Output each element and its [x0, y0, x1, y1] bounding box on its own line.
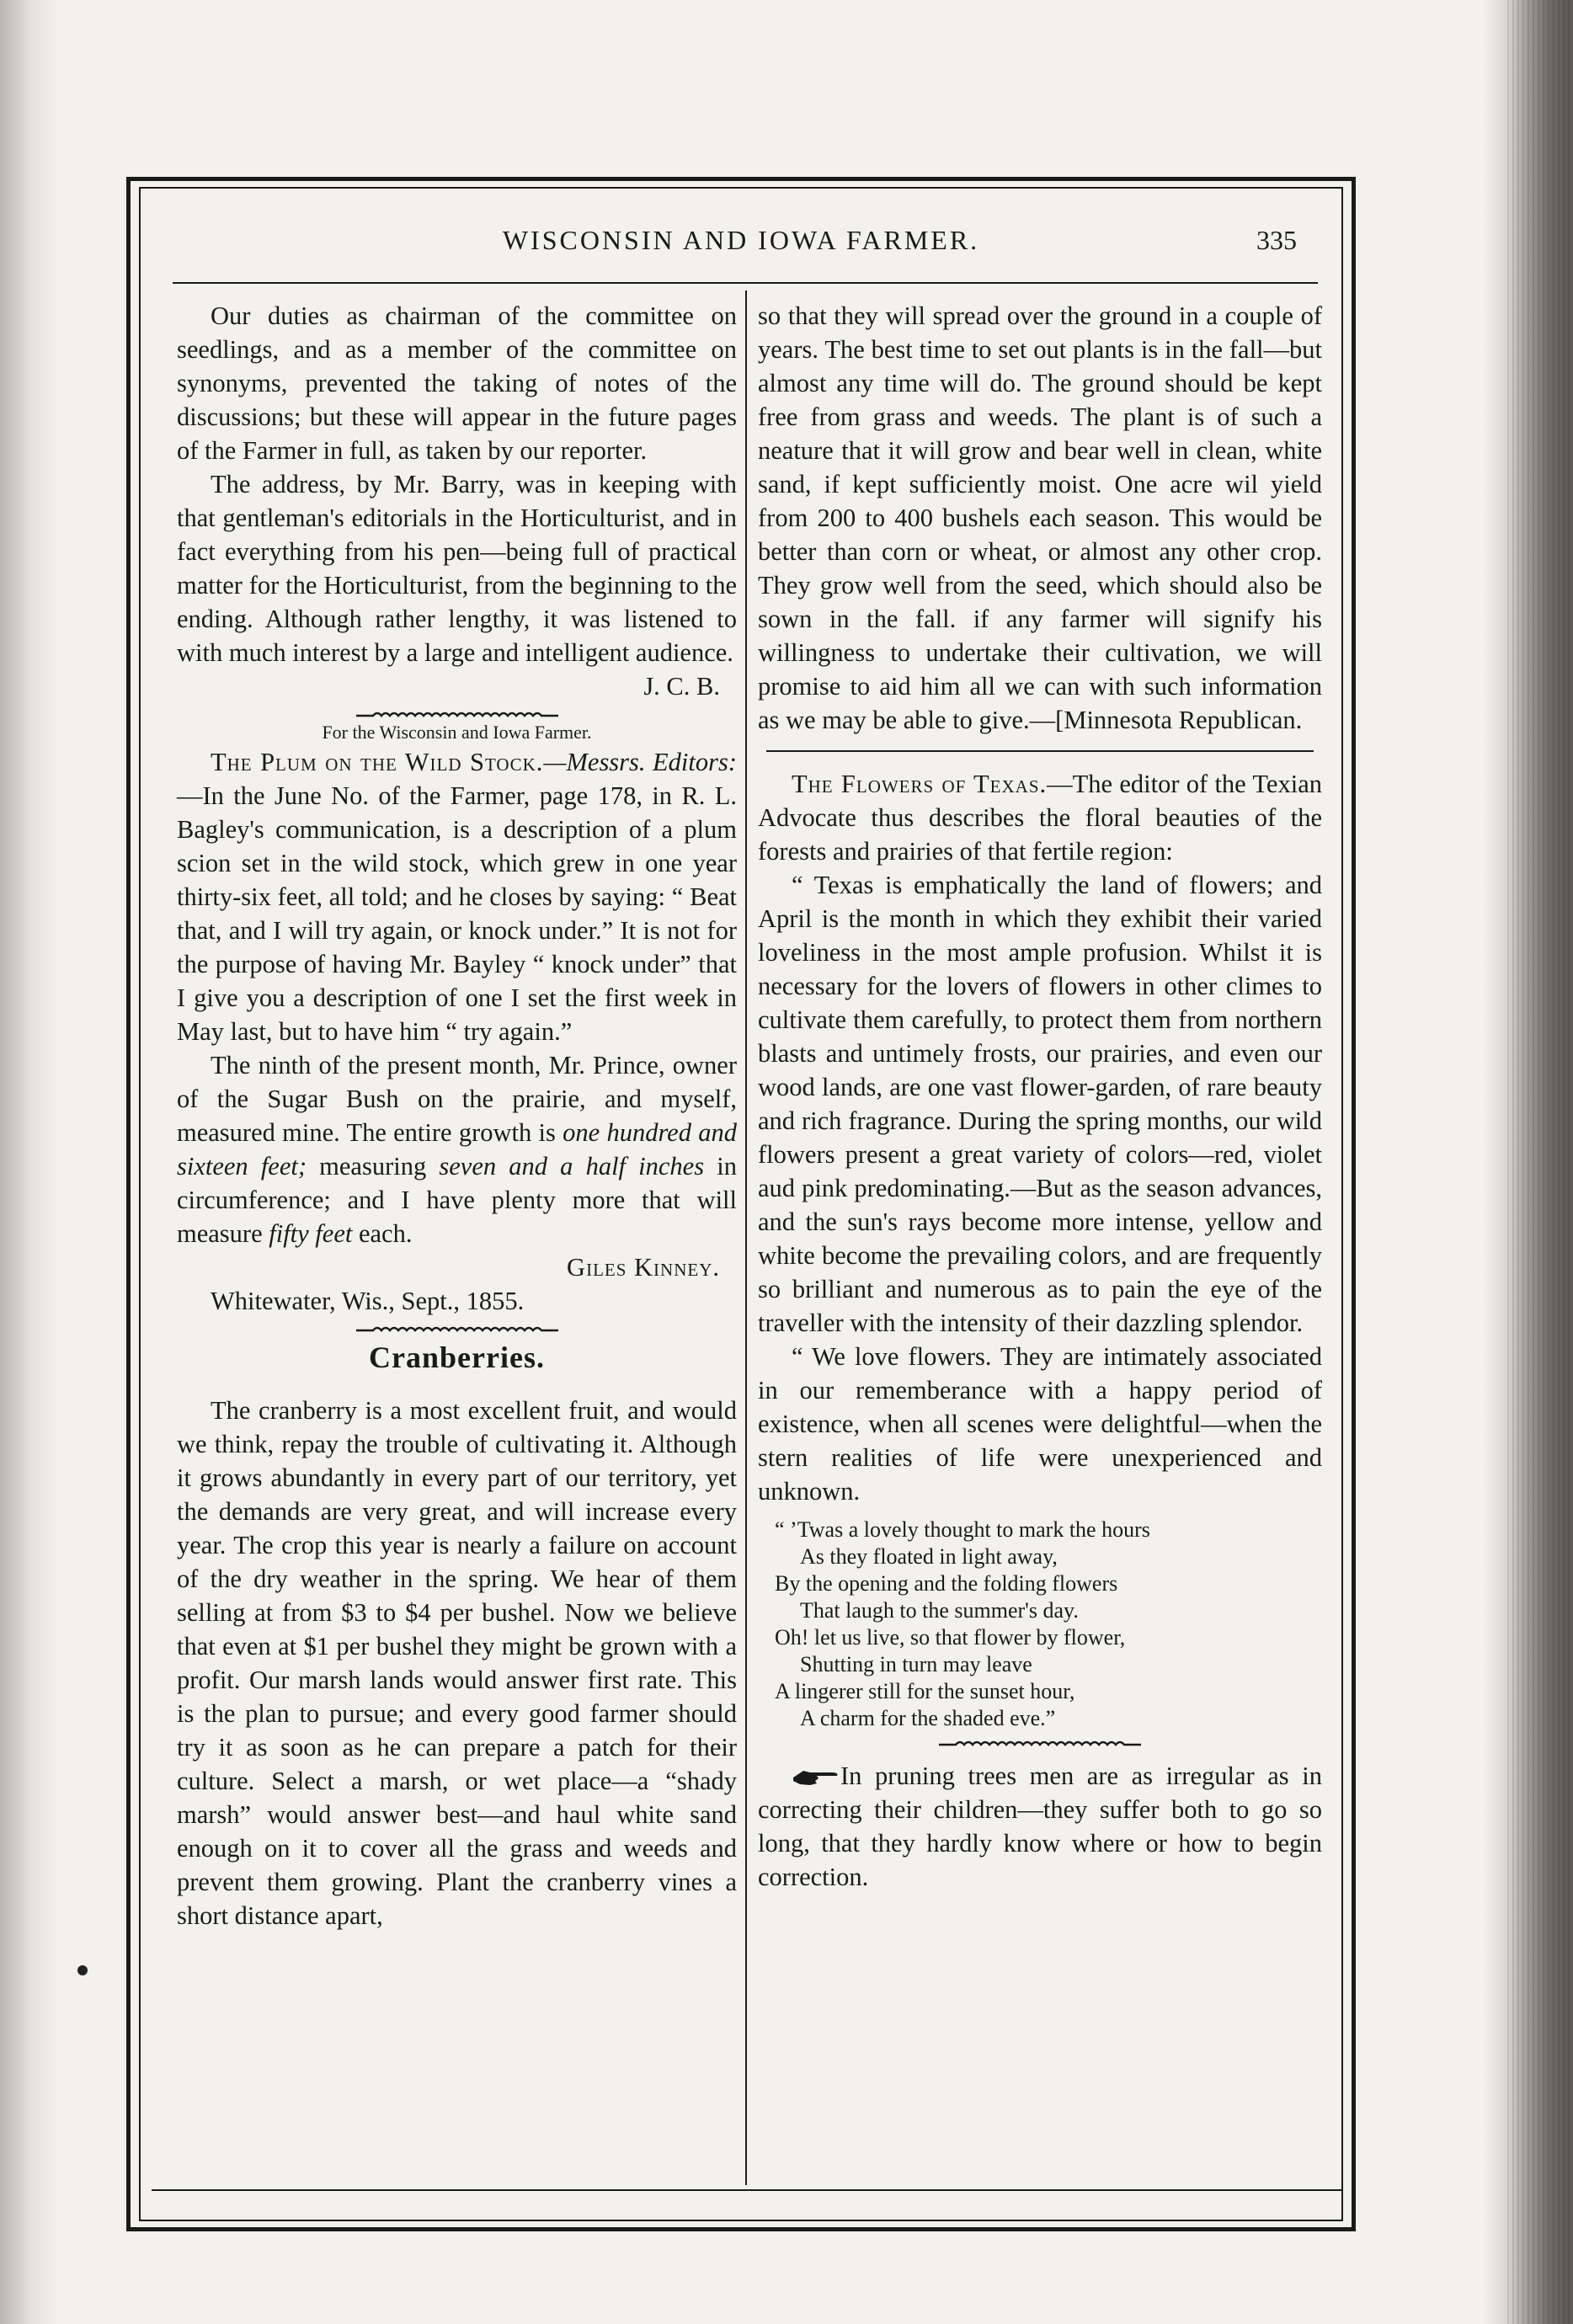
poem-line: “ ’Twas a lovely thought to mark the hours	[775, 1517, 1150, 1542]
cranberries-paragraph-1: The cranberry is a most excellent fruit, and would we think, repay the trouble of cultivating it. Although it grows abundantly in every part of our territory, yet the demands are very great, and will increase every year. The crop this year is nearly a failure on account of the dry weather in the spring. We hear of them selling at from $3 to $4 per bushel. Now we believe that even at $1 per bushel they might be grown with a profit. Our marsh lands would answer first rate. This is the plan to pursue; and every good farmer should try it as soon as he can prepare a patch for their culture. Select a marsh, or wet place—a “shady marsh” would answer best—and haul white sand enough on it to cover all the grass and weeds and prevent them growing. Plant the cranberry vines a short distance apart,	[177, 1396, 737, 1930]
book-spine-shadow	[1507, 0, 1573, 2324]
poem-line: Shutting in turn may leave	[800, 1652, 1032, 1676]
pointing-hand-icon	[792, 1766, 840, 1788]
intro-paragraph-1: Our duties as chairman of the committee on seedlings, and as a member of the committee on synonyms, prevented the taking of notes of the discussions; but these will appear in the future pages of the Farmer in full, as taken by our reporter.	[177, 301, 737, 465]
plum-body-2c: in circumference; and I have plenty more that will measure	[177, 1152, 737, 1248]
plum-article-credit: For the Wisconsin and Iowa Farmer.	[322, 722, 592, 743]
cranberries-heading: Cranberries.	[369, 1341, 545, 1374]
poem-line: As they floated in light away,	[800, 1544, 1058, 1569]
poem-line: By the opening and the folding flowers	[775, 1571, 1118, 1596]
plum-body-1: —In the June No. of the Farmer, page 178, in R. L. Bagley's communication, is a description of a plum scion set in the wild stock, which grew in one year thirty-six feet, all told; and he closes by saying: “ Beat that, and I will try again, or knock under.” It is not for the purpose of having Mr. Bayley “ knock under” that I give you a description of one I set the first week in May last, but to have him “ try again.”	[177, 781, 737, 1046]
header-rule	[173, 282, 1318, 284]
journal-title: WISCONSIN AND IOWA FARMER.	[502, 225, 980, 255]
section-rule	[766, 750, 1314, 752]
pruning-note	[758, 1759, 1322, 1894]
ornamental-wave-divider	[939, 1737, 1141, 1747]
cranberries-continuation: so that they will spread over the ground in a couple of years. The best time to set out plants is in the fall—but almost any time will do. The ground should be kept free from grass and weeds. The plant is of such a neature that it will grow and bear well in clean, white sand, if kept sufficiently moist. One acre wil yield from 200 to 400 bushels each season. This would be better than corn or wheat, or almost any other crop. They grow well from the seed, which should also be sown in the fall. if any farmer will signify his willingness to undertake their cultivation, we will promise to aid him all we can with such information as we may be able to give.—[Minnesota Republican.	[758, 301, 1322, 734]
texas-paragraph-3: “ We love flowers. They are intimately associated in our rememberance with a happy period of existence, when all scenes were delightful—when the stern realities of life were unexperienced and unknown.	[758, 1342, 1322, 1506]
page-number: 335	[1256, 225, 1297, 255]
left-column	[177, 299, 737, 1932]
poem-line: A charm for the shaded eve.”	[800, 1706, 1056, 1730]
right-column	[758, 299, 1322, 1894]
plum-body-2d: each.	[352, 1219, 413, 1248]
texas-paragraph-1	[758, 767, 1322, 868]
texas-intro: —The editor of the Texian Advocate thus describes the floral beauties of the forests and prairies of that fertile region:	[758, 770, 1322, 866]
intro-signature: J. C. B.	[643, 672, 720, 701]
poem-line: A lingerer still for the sunset hour,	[775, 1679, 1075, 1703]
ornamental-wave-divider	[356, 708, 558, 718]
intro-paragraph-2: The address, by Mr. Barry, was in keeping with that gentleman's editorials in the Horticulturist, and in fact everything from his pen—being full of practical matter for the Horticulturist, from the beginning to the ending. Although rather lengthy, it was listened to with much interest by a large and intelligent audience.	[177, 470, 737, 667]
plum-fifty-feet: fifty feet	[269, 1219, 353, 1248]
plum-signature: Giles Kinney.	[567, 1253, 720, 1282]
bottom-rule	[152, 2189, 1343, 2191]
pruning-note-text: In pruning trees men are as irregular as in correcting their children—they suffer both to go so long, that they hardly know where or how to begin correction.	[758, 1762, 1322, 1891]
plum-paragraph-1	[177, 745, 737, 1048]
poem-stanza	[775, 1516, 1322, 1732]
margin-ink-dot	[77, 1965, 88, 1975]
plum-salutation: —Messrs. Editors:	[543, 748, 737, 776]
poem-line: That laugh to the summer's day.	[800, 1598, 1079, 1623]
plum-growth-measure: one hundred and sixteen feet;	[177, 1118, 737, 1181]
texas-heading: The Flowers of Texas.	[792, 770, 1048, 798]
texas-paragraph-2: “ Texas is emphatically the land of flowers; and April is the month in which they exhibit their varied loveliness in the most ample profusion. Whilst it is necessary for the lovers of flowers in other climes to cultivate them carefully, to protect them from northern blasts and untimely frosts, our prairies, and even our wood lands, are one vast flower-garden, of rare beauty and rich fragrance. During the spring months, our wild flowers present a great variety of colors—red, violet aud pink predominating.—But as the season advances, and the sun's rays become more intense, yellow and white become the prevailing colors, and are frequently so brilliant and numerous as to pain the eye of the traveller with the intensity of their dazzling splendor.	[758, 871, 1322, 1337]
column-divider	[745, 290, 747, 2185]
plum-body-2a: The ninth of the present month, Mr. Prince, owner of the Sugar Bush on the prairie, and myself, measured mine. The entire growth is	[177, 1051, 737, 1147]
plum-paragraph-2	[177, 1048, 737, 1250]
running-header	[160, 223, 1322, 265]
plum-body-2b: measuring	[307, 1152, 440, 1181]
plum-heading: The Plum on the Wild Stock.	[211, 748, 544, 776]
plum-circumference-measure: seven and a half inches	[439, 1152, 705, 1181]
poem-line: Oh! let us live, so that flower by flower,	[775, 1625, 1126, 1650]
ornamental-wave-divider	[356, 1323, 558, 1333]
plum-dateline: Whitewater, Wis., Sept., 1855.	[211, 1287, 525, 1315]
